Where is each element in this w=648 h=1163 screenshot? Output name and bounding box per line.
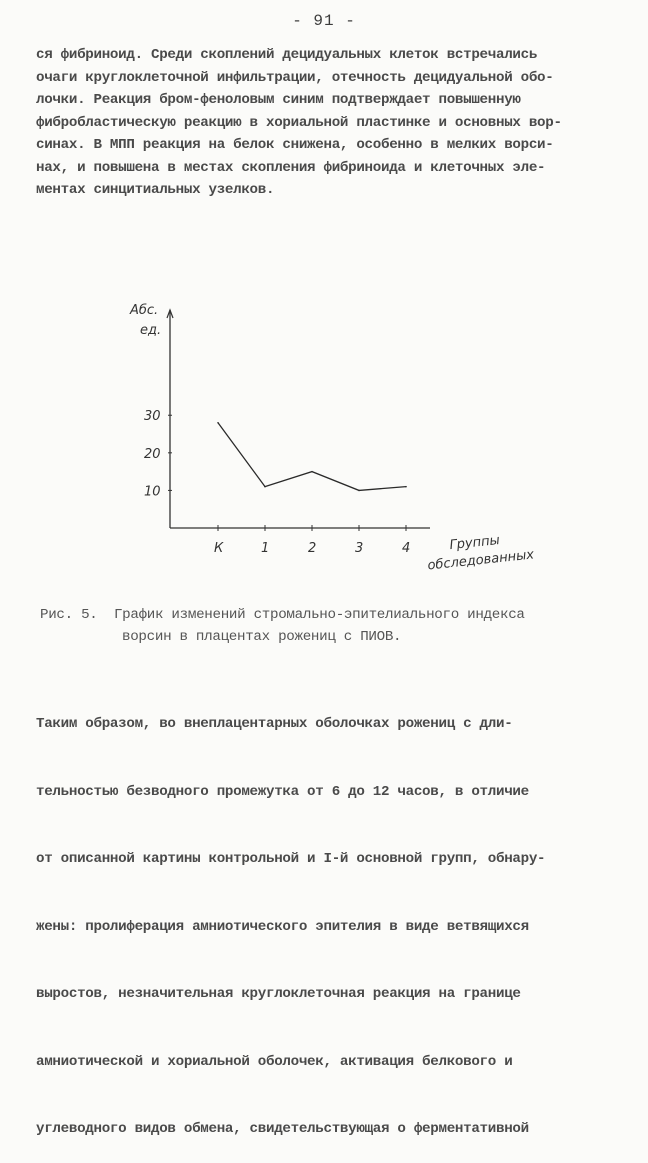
data-point: [358, 490, 360, 492]
y-tick-label: 30: [144, 409, 161, 425]
y-axis-label: Абс.: [130, 303, 159, 318]
y-tick-label: 10: [144, 484, 161, 500]
x-axis-label: обследованных: [426, 547, 535, 574]
text-line: амниотической и хориальной оболочек, активация белкового и: [36, 1053, 513, 1070]
x-tick-label: 2: [308, 541, 317, 556]
text-line: нах, и повышена в местах скопления фибриноида и клеточных эле-: [36, 159, 546, 176]
caption-line: ворсин в плацентах рожениц с ПИОВ.: [122, 629, 402, 645]
x-axis-label-group: [425, 530, 535, 574]
data-point: [311, 471, 313, 473]
x-axis-label: Группы: [448, 532, 501, 554]
text-line: Таким образом, во внеплацентарных оболочках рожениц с дли-: [36, 716, 513, 732]
x-tick-label: 1: [261, 541, 270, 556]
caption-text: График изменений стромально-эпителиального индекса: [113, 607, 525, 623]
figure-caption: [40, 604, 600, 648]
text-line: выростов, незначительная круглоклеточная реакция на границе: [36, 986, 521, 1002]
caption-line: [40, 604, 600, 626]
paragraph-bottom: [36, 668, 596, 1163]
x-tick-label: 4: [402, 541, 411, 556]
text-line: от описанной картины контрольной и I-й основной групп, обнару-: [36, 851, 546, 867]
text-line: фибробластическую реакцию в хориальной пластинке и основных вор-: [36, 114, 562, 131]
y-axis-label: ед.: [140, 323, 162, 338]
caption-label: Рис. 5.: [40, 607, 98, 623]
data-point: [405, 486, 407, 488]
data-point: [264, 486, 266, 488]
data-point: [217, 422, 219, 424]
text-line: ся фибриноид. Среди скоплений децидуальных клеток встречались: [36, 47, 538, 63]
x-tick-label: К: [214, 541, 224, 556]
y-tick-label: 20: [144, 446, 161, 462]
text-line: жены: пролиферация амниотического эпителия в виде ветвящихся: [36, 918, 529, 935]
text-line: лочки. Реакция бром-феноловым синим подтверждает повышенную: [36, 92, 521, 108]
line-chart: [100, 290, 560, 580]
text-line: синах. В МПП реакция на белок снижена, особенно в мелких ворси-: [36, 137, 554, 153]
data-series-line: [218, 423, 406, 491]
text-line: тельностью безводного промежутка от 6 до 12 часов, в отличие: [36, 783, 529, 800]
text-line: очаги круглоклеточной инфильтрации, отечность децидуальной обо-: [36, 69, 554, 86]
text-line: ментах синцитиальных узелков.: [36, 182, 275, 198]
x-tick-label: 3: [355, 541, 364, 556]
paragraph-top: [36, 44, 596, 202]
text-line: углеводного видов обмена, свидетельствующая о ферментативной: [36, 1121, 529, 1137]
page-number: - 91 -: [292, 12, 356, 30]
